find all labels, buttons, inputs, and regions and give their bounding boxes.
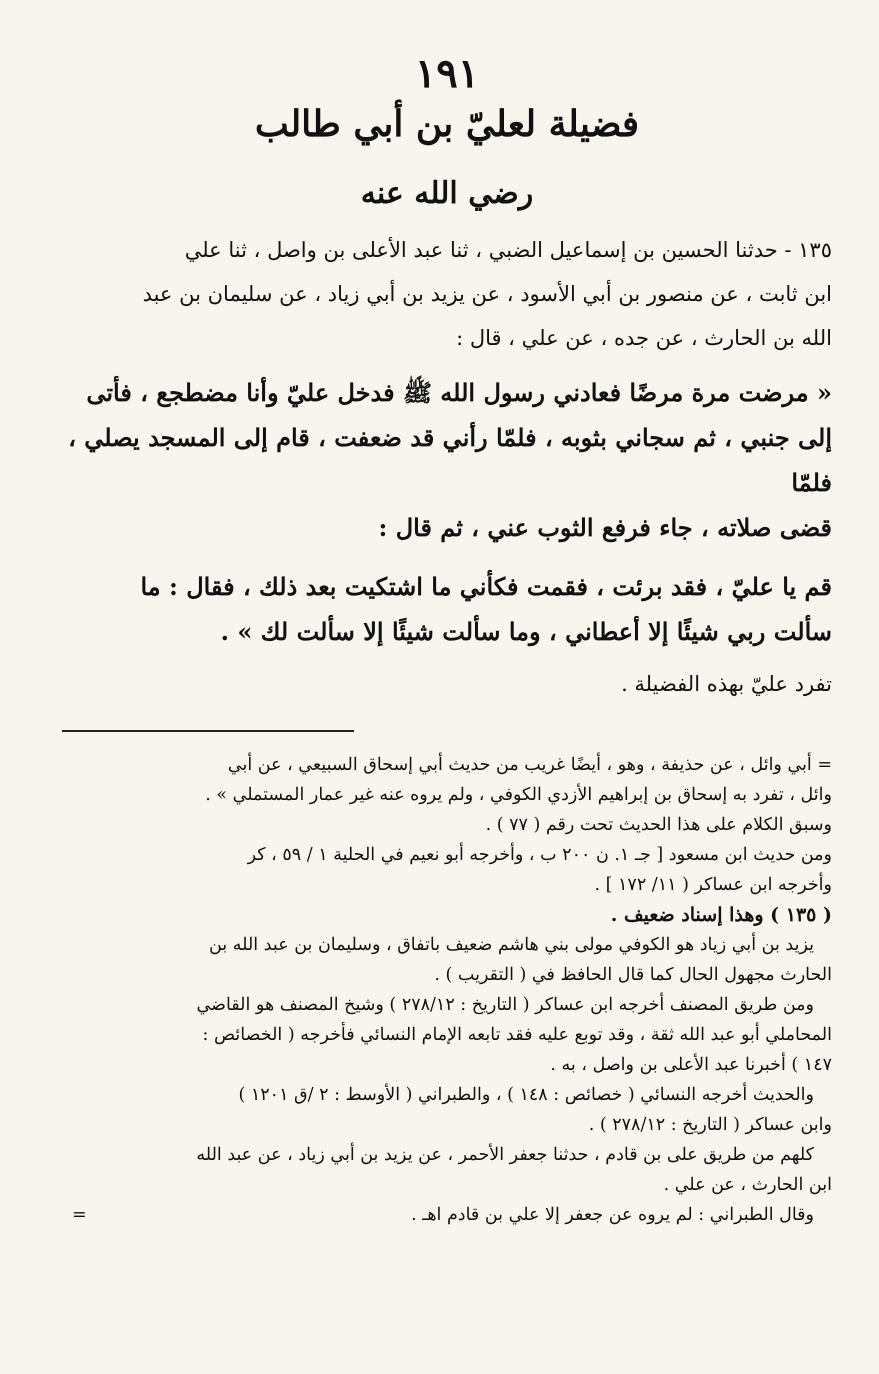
footnote-line: المحاملي أبو عبد الله ثقة ، وقد توبع عليه فقد تابعه الإمام النسائي فأخرجه ( الخصائص : — [202, 1025, 832, 1045]
footnote-line: وابن عساكر ( التاريخ : ٢٧٨/١٢ ) . — [588, 1115, 832, 1135]
footnote-line: وسبق الكلام على هذا الحديث تحت رقم ( ٧٧ ) . — [485, 815, 832, 835]
footnote-line: ابن الحارث ، عن علي . — [663, 1175, 832, 1195]
isnad-line: الله بن الحارث ، عن جده ، عن علي ، قال : — [456, 326, 832, 350]
isnad-line: ١٣٥ - حدثنا الحسين بن إسماعيل الضبي ، ثنا عبد الأعلى بن واصل ، ثنا علي — [184, 238, 832, 262]
footnote-separator — [62, 730, 354, 732]
matn-line: إلى جنبي ، ثم سجاني بثوبه ، فلمّا رأني قد ضعفت ، قام إلى المسجد يصلي ، فلمّا — [68, 423, 832, 497]
matn-line: قم يا عليّ ، فقد برئت ، فقمت فكأني ما اشتكيت بعد ذلك ، فقال : ما — [140, 572, 832, 601]
page-number: ١٩١ — [414, 50, 480, 97]
hadith-isnad — [62, 228, 832, 360]
continuation-mark: = — [72, 1205, 87, 1225]
footnote-heading: ( ١٣٥ ) وهذا إسناد ضعيف . — [610, 904, 832, 926]
hadith-matn — [62, 370, 832, 654]
footnote-line: ومن حديث ابن مسعود [ جـ ١. ن ٢٠٠ ب ، وأخرجه أبو نعيم في الحلية ١ / ٥٩ ، كر — [247, 845, 832, 865]
matn-line: سألت ربي شيئًا إلا أعطاني ، وما سألت شيئًا إلا سألت لك » . — [220, 617, 832, 646]
footnote-line: وأخرجه ابن عساكر ( ١١/ ١٧٢ ] . — [594, 875, 832, 895]
footnote-line: ومن طريق المصنف أخرجه ابن عساكر ( التاريخ : ٢٧٨/١٢ ) وشيخ المصنف هو القاضي — [196, 995, 814, 1015]
footnote-line: والحديث أخرجه النسائي ( خصائص : ١٤٨ ) ، والطبراني ( الأوسط : ٢ /ق ١٢٠١ ) — [238, 1085, 814, 1105]
isnad-line: ابن ثابت ، عن منصور بن أبي الأسود ، عن يزيد بن أبي زياد ، عن سليمان بن عبد — [142, 282, 832, 306]
chapter-subtitle: رضي الله عنه — [360, 176, 534, 211]
footnote-line: وائل ، تفرد به إسحاق بن إبراهيم الأزدي الكوفي ، ولم يروه عنه غير عمار المستملي » . — [205, 785, 832, 805]
matn-line: « مرضت مرة مرضًا فعادني رسول الله ﷺ فدخل عليّ وأنا مضطجع ، فأتى — [86, 378, 832, 407]
footnote-line: كلهم من طريق على بن قادم ، حدثنا جعفر الأحمر ، عن يزيد بن أبي زياد ، عن عبد الله — [196, 1145, 814, 1165]
footnote-last-text: وقال الطبراني : لم يروه عن جعفر إلا علي بن قادم اهـ . — [411, 1205, 814, 1225]
footnote-line: = أبي وائل ، عن حذيفة ، وهو ، أيضًا غريب من حديث أبي إسحاق السبيعي ، عن أبي — [227, 755, 832, 775]
footnotes — [62, 750, 832, 1230]
footnote-line: ١٤٧ ) أخبرنا عبد الأعلى بن واصل ، به . — [550, 1055, 832, 1075]
author-note: تفرد عليّ بهذه الفضيلة . — [621, 672, 832, 696]
footnote-line: يزيد بن أبي زياد هو الكوفي مولى بني هاشم ضعيف باتفاق ، وسليمان بن عبد الله بن — [209, 935, 814, 955]
footnote-line: الحارث مجهول الحال كما قال الحافظ في ( التقريب ) . — [434, 965, 832, 985]
footnote-line — [62, 1200, 832, 1230]
chapter-title: فضيلة لعليّ بن أبي طالب — [254, 103, 640, 145]
book-page — [62, 50, 832, 1230]
matn-line: قضى صلاته ، جاء فرفع الثوب عني ، ثم قال : — [378, 513, 832, 542]
